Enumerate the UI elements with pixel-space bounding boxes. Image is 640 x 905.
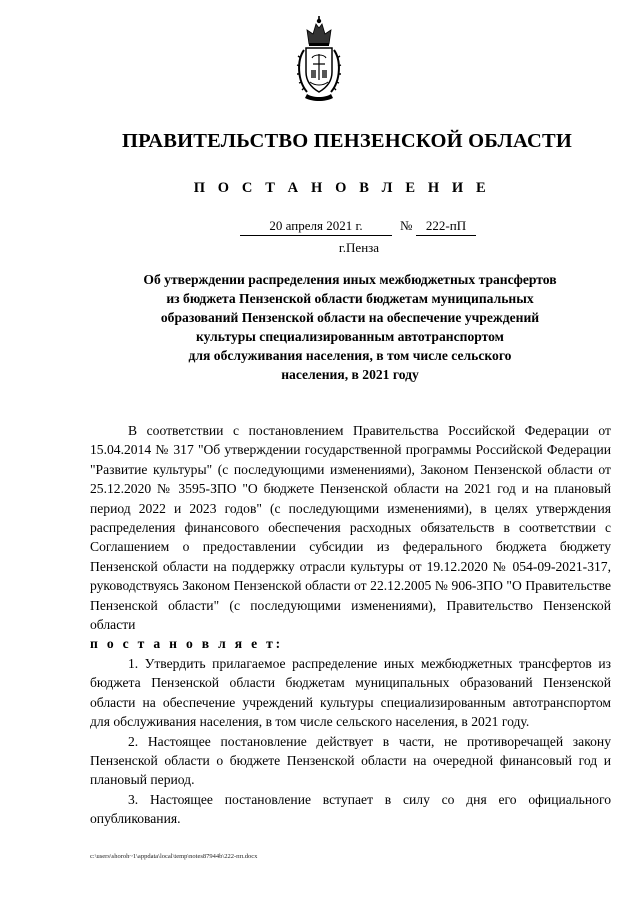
document-number: 222-пП — [416, 218, 476, 236]
clause-1: 1. Утвердить прилагаемое распределение иных межбюджетных трансфертов из бюджета Пензенской области бюджетам муниципальных образований Пензенской области на обеспечение учреждений культуры специализированным автотранспортом для обслуживания населения, в том числе сельского населения, в 2021 году. — [90, 655, 611, 730]
document-body — [90, 421, 611, 829]
clause-3: 3. Настоящее постановление вступает в силу со дня его официального опубликования. — [90, 791, 611, 827]
document-title-line: для обслуживания населения, в том числе сельского — [188, 348, 512, 363]
document-title — [110, 270, 590, 384]
document-title-line: образований Пензенской области на обеспечение учреждений — [160, 310, 540, 325]
document-title-line: из бюджета Пензенской области бюджетам муниципальных — [166, 291, 534, 306]
document-date: 20 апреля 2021 г. — [240, 218, 392, 236]
document-title-line: культуры специализированным автотранспортом — [196, 329, 504, 344]
number-sign: № — [400, 218, 413, 233]
decree-verb: п о с т а н о в л я е т: — [90, 636, 283, 652]
government-title: ПРАВИТЕЛЬСТВО ПЕНЗЕНСКОЙ ОБЛАСТИ — [122, 130, 572, 152]
document-title-line: Об утверждении распределения иных межбюджетных трансфертов — [143, 272, 557, 287]
city: г.Пенза — [338, 240, 380, 255]
document-type: П О С Т А Н О В Л Е Н И Е — [193, 180, 491, 196]
clause-2: 2. Настоящее постановление действует в части, не противоречащей закону Пензенской области о бюджете Пензенской области на очередной финансовый год и плановый период. — [90, 733, 611, 788]
preamble-paragraph: В соответствии с постановлением Правительства Российской Федерации от 15.04.2014 № 317 "Об утверждении государственной программы Российской Федерации "Развитие культуры" (с последующими изменениями), Законом Пензенской области от 25.12.2020 № 3595-ЗПО "О бюджете Пензенской области на 2021 год и на плановый период 2022 и 2023 годов" (с последующими изменениями), в целях утверждения распределения финансового обеспечения расходных обязательств в соответствии с Соглашением о предоставлении субсидии из федерального бюджета бюджету Пензенской области на поддержку отрасли культуры от 19.12.2020 № 054-09-2021-317, руководствуясь Законом Пензенской области от 22.12.2005 № 906-ЗПО "О Правительстве Пензенской области" (с последующими изменениями), Правительство Пензенской области — [90, 423, 611, 633]
pensa-region-coat-of-arms-icon — [293, 14, 345, 102]
file-path-footer: c:\users\shoroh~1\appdata\local\temp\notes87944b\222-пп.docx — [90, 853, 258, 860]
document-title-line: населения, в 2021 году — [281, 367, 419, 382]
date-number-row — [240, 218, 480, 236]
